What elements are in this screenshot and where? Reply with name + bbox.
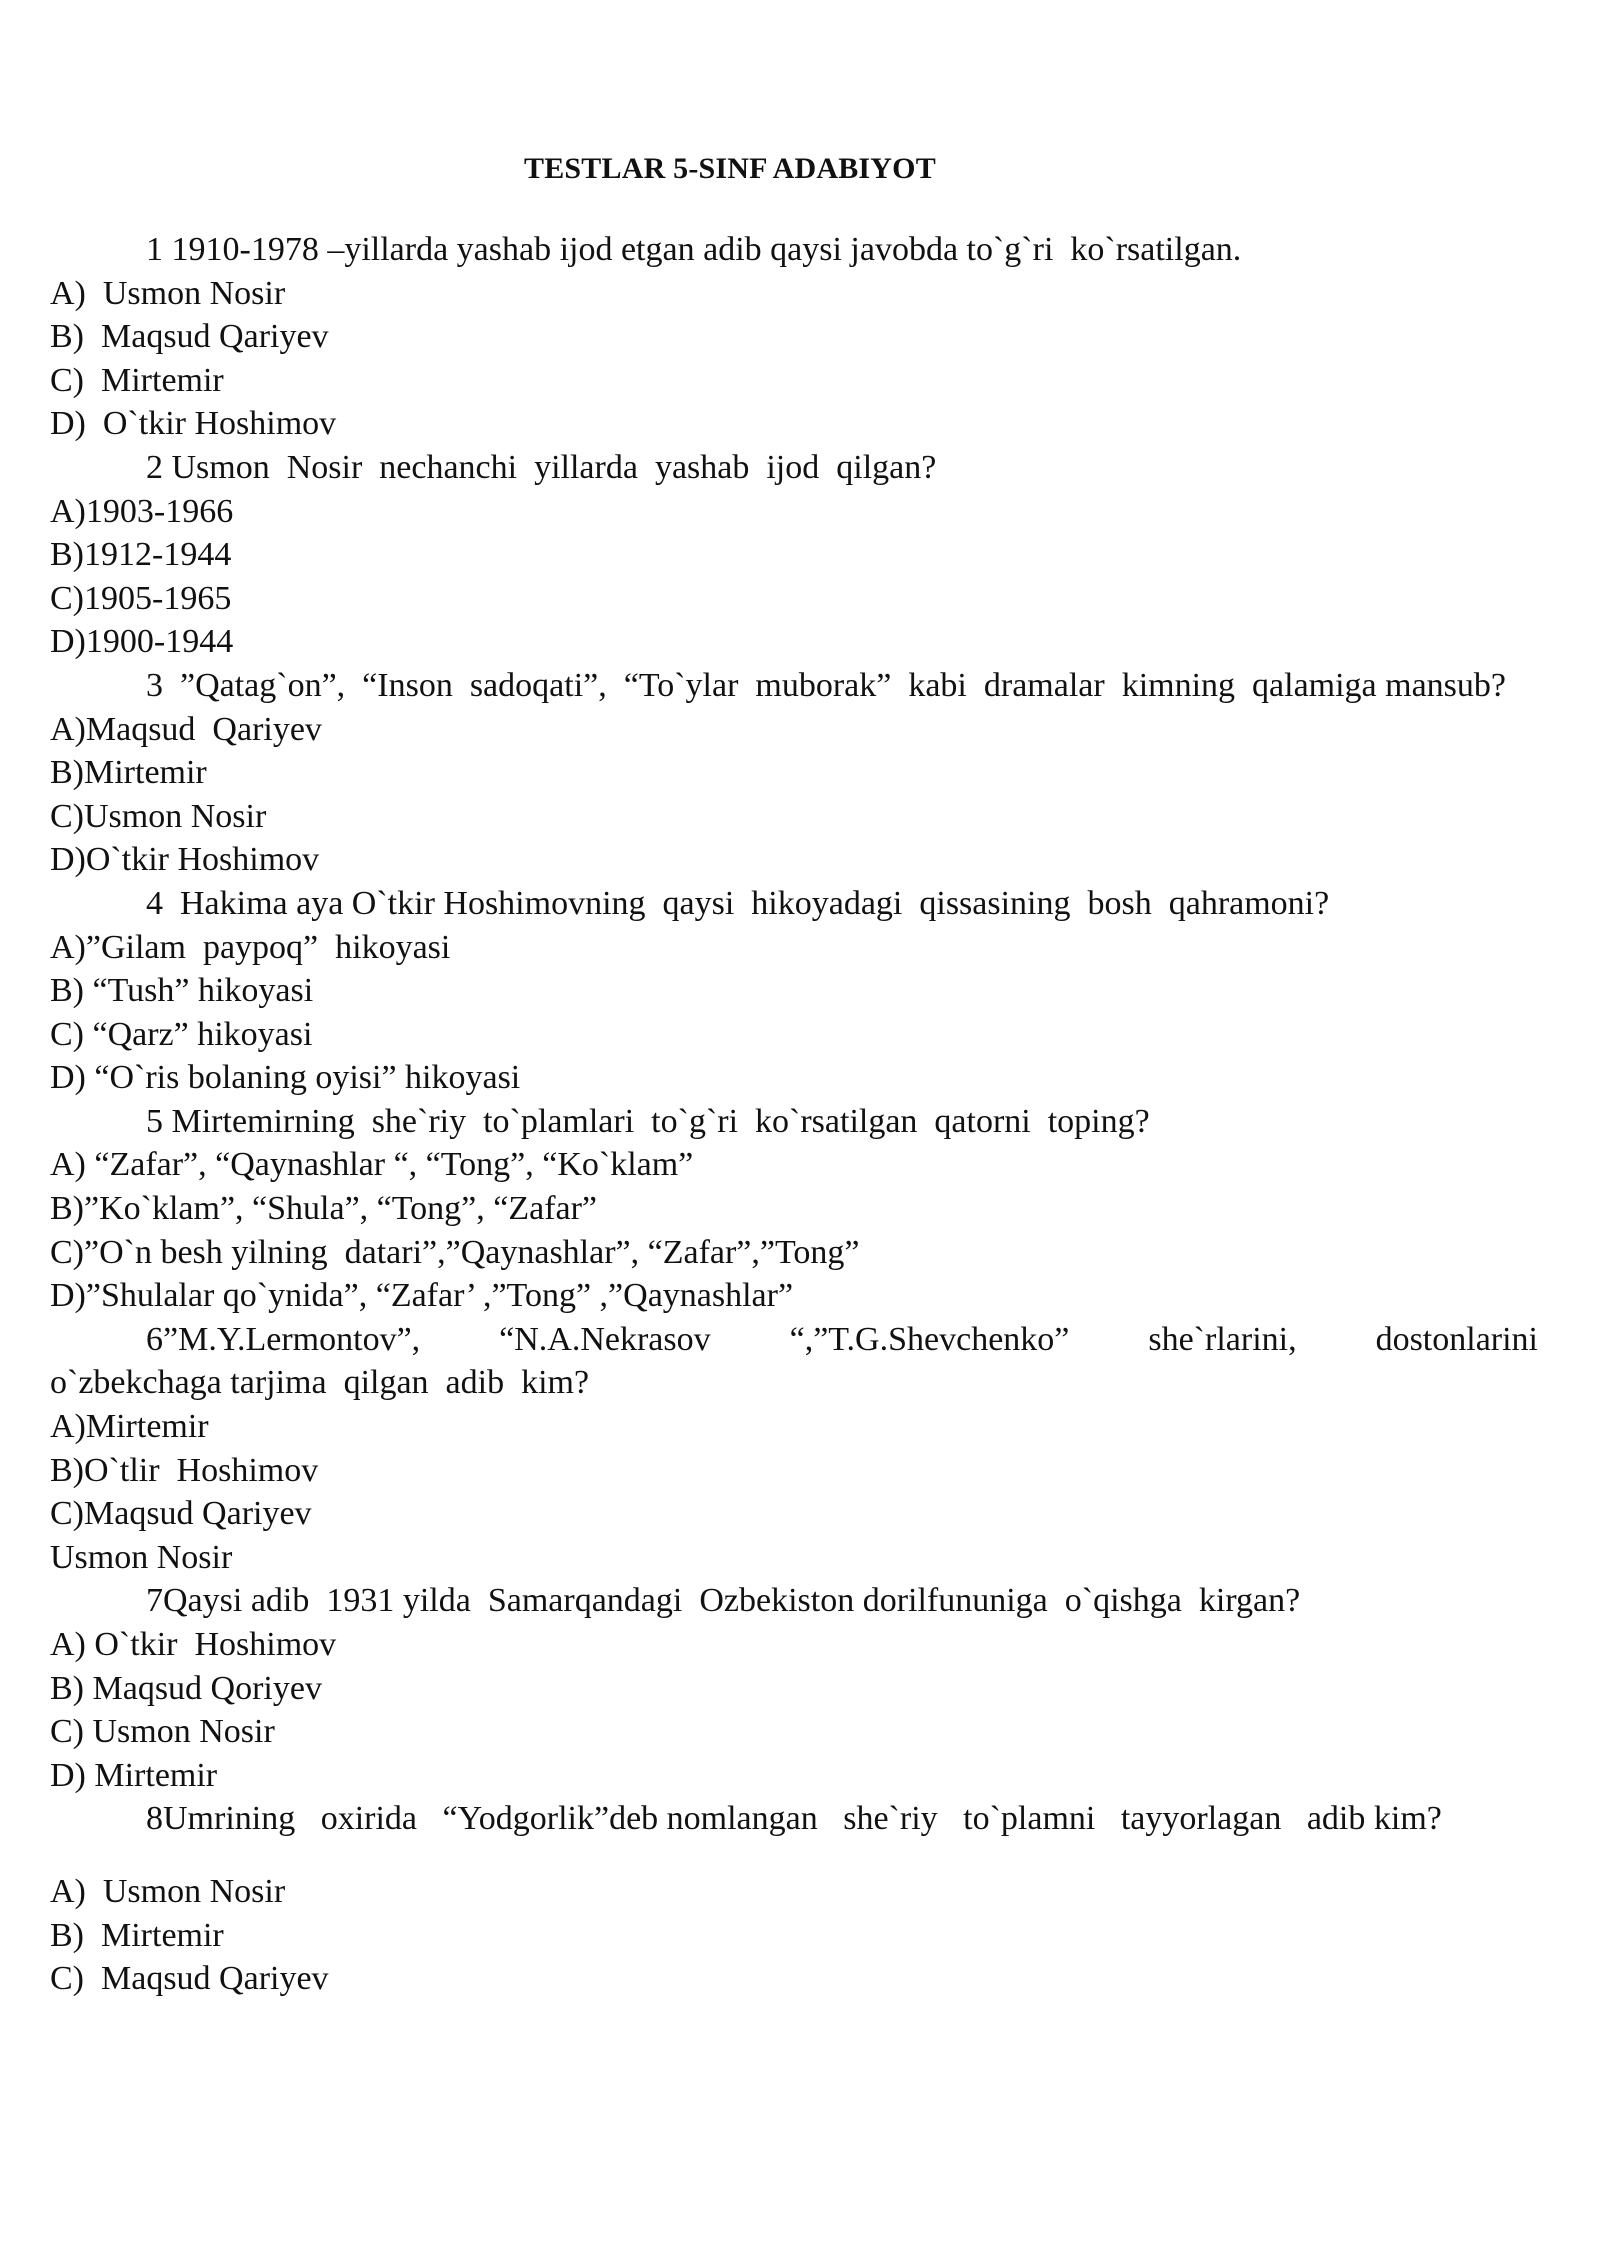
answer-option-c: C)Maqsud Qariyev	[50, 1495, 312, 1533]
answer-option-a: A) “Zafar”, “Qaynashlar “, “Tong”, “Ko`klam”	[50, 1146, 694, 1184]
answer-option-c: C) Usmon Nosir	[50, 1713, 275, 1751]
answer-option-d: D)”Shulalar qo`ynida”, “Zafar’ ,”Tong” ,”Qaynashlar”	[50, 1277, 794, 1315]
question-text: 5 Mirtemirning she`riy to`plamlari to`g`ri ko`rsatilgan qatorni toping?	[146, 1102, 1150, 1140]
answer-option-d: Usmon Nosir	[50, 1538, 233, 1576]
answer-option-a: A)1903-1966	[50, 492, 234, 530]
answer-option-a: A)Maqsud Qariyev	[50, 710, 322, 748]
answer-option-d: D)O`tkir Hoshimov	[50, 841, 320, 879]
test-content	[50, 228, 1547, 2001]
answer-option-c: C)”O`n besh yilning datari”,”Qaynashlar”, “Zafar”,”Tong”	[50, 1233, 860, 1271]
answer-option-a: A)Mirtemir	[50, 1408, 209, 1446]
question-text: 4 Hakima aya O`tkir Hoshimovning qaysi hikoyadagi qissasining bosh qahramoni?	[146, 884, 1330, 922]
question-text: 2 Usmon Nosir nechanchi yillarda yashab ijod qilgan?	[146, 448, 937, 486]
answer-option-d: D) “O`ris bolaning oyisi” hikoyasi	[50, 1059, 521, 1097]
question-6	[50, 1318, 1547, 1580]
answer-option-d: D) Mirtemir	[50, 1756, 218, 1794]
answer-option-a: A) O`tkir Hoshimov	[50, 1626, 337, 1663]
answer-option-d: D)1900-1944	[50, 623, 234, 661]
question-text: 7Qaysi adib 1931 yilda Samarqandagi Ozbekiston dorilfununiga o`qishga kirgan?	[146, 1582, 1301, 1620]
question-text: 1 1910-1978 –yillarda yashab ijod etgan adib qaysi javobda to`g`ri ko`rsatilgan.	[146, 231, 1242, 268]
question-1	[50, 228, 1538, 446]
blank-line	[50, 1841, 1538, 1870]
answer-option-b: B)O`tlir Hoshimov	[50, 1451, 319, 1489]
answer-option-b: B)Mirtemir	[50, 754, 207, 792]
answer-option-c: C) Maqsud Qariyev	[50, 1960, 329, 1998]
answer-option-b: B) Maqsud Qariyev	[50, 318, 329, 356]
question-8	[50, 1797, 1538, 2000]
answer-option-b: B) Mirtemir	[50, 1916, 224, 1954]
question-7	[50, 1579, 1538, 1797]
question-2	[50, 446, 1538, 664]
question-4	[50, 882, 1538, 1100]
answer-option-a: A) Usmon Nosir	[50, 1872, 286, 1910]
document-title: TESTLAR 5-SINF ADABIYOT	[524, 152, 936, 185]
answer-option-b: B)”Ko`klam”, “Shula”, “Tong”, “Zafar”	[50, 1190, 598, 1228]
answer-option-c: C)Usmon Nosir	[50, 797, 267, 835]
question-5	[50, 1100, 1538, 1318]
answer-option-c: C)1905-1965	[50, 579, 232, 617]
question-text: 6”M.Y.Lermontov”, “N.A.Nekrasov “,”T.G.Shevchenko” she`rlarini, dostonlarini o`zbekchaga tarjima qilgan adib kim?	[50, 1320, 1547, 1402]
answer-option-c: C) “Qarz” hikoyasi	[50, 1015, 313, 1053]
question-text: 8Umrining oxirida “Yodgorlik”deb nomlangan she`riy to`plamni tayyorlagan adib kim?	[146, 1800, 1442, 1838]
answer-option-b: B) Maqsud Qoriyev	[50, 1669, 322, 1707]
answer-option-b: B) “Tush” hikoyasi	[50, 972, 314, 1010]
answer-option-c: C) Mirtemir	[50, 361, 224, 399]
question-3	[50, 664, 1538, 882]
answer-option-d: D) O`tkir Hoshimov	[50, 405, 337, 443]
answer-option-b: B)1912-1944	[50, 536, 232, 574]
answer-option-a: A) Usmon Nosir	[50, 274, 286, 312]
question-text: 3 ”Qatag`on”, “Inson sadoqati”, “To`ylar muborak” kabi dramalar kimning qalamiga mansub?	[146, 666, 1506, 704]
answer-option-a: A)”Gilam paypoq” hikoyasi	[50, 928, 451, 966]
